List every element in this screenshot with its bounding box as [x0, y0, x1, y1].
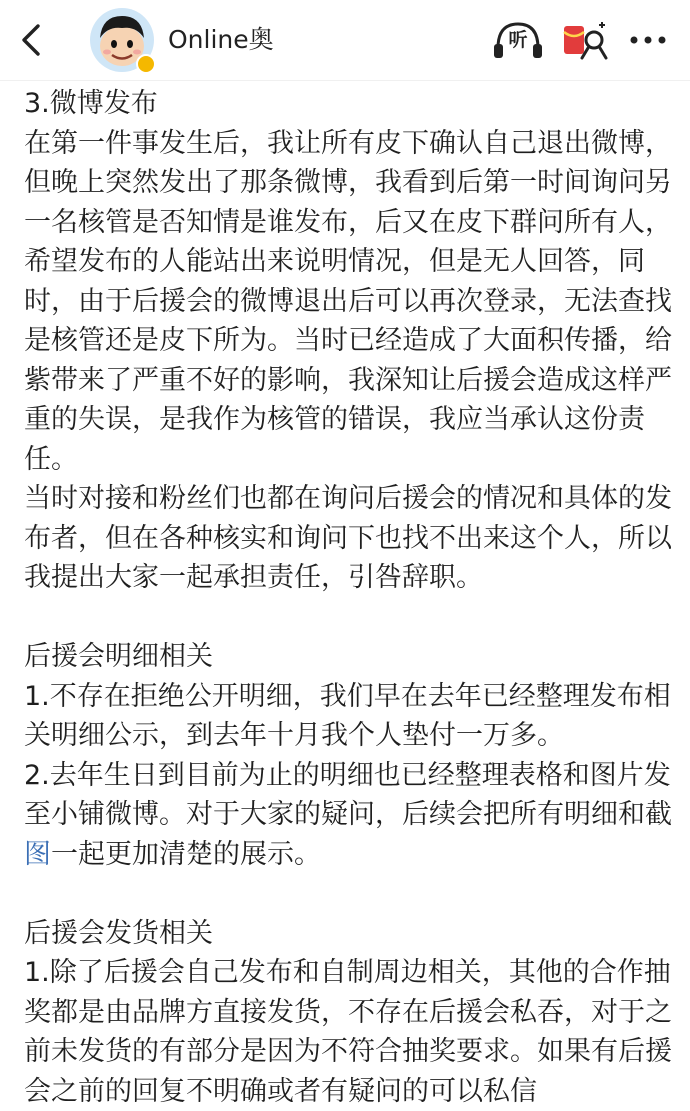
- paragraph: [24, 756, 674, 875]
- top-nav-bar: [0, 0, 690, 81]
- paragraph-text: 一起更加清楚的展示。: [51, 838, 321, 870]
- more-dots-icon: [624, 18, 672, 62]
- paragraph: 当时对接和粉丝们也都在询问后援会的情况和具体的发布者，但在各种核实和询问下也找不出来这个人，所以我提出大家一起承担责任，引咎辞职。: [24, 483, 672, 593]
- red-packet-button[interactable]: [562, 18, 610, 62]
- section-title-weibo-publish: 3.微博发布: [24, 88, 158, 119]
- image-link[interactable]: 图: [24, 838, 51, 870]
- paragraph-spacer: [24, 874, 674, 914]
- chevron-left-icon: [14, 20, 50, 60]
- more-button[interactable]: [624, 18, 672, 62]
- paragraph-text: 2.去年生日到目前为止的明细也已经整理表格和图片发至小铺微博。对于大家的疑问，后续会把所有明细和截: [24, 759, 672, 830]
- paragraph: 在第一件事发生后，我让所有皮下确认自己退出微博，但晚上突然发出了那条微博，我看到后第一时间询问另一名核管是否知情是谁发布，后又在皮下群问所有人，希望发布的人能站出来说明情况，但是无人回答，同时，由于后援会的微博退出后可以再次登录，无法查找是核管还是皮下所为。当时已经造成了大面积传播，给紫带来了严重不好的影响，我深知让后援会造成这样严重的失误，是我作为核管的错误，我应当承认这份责任。: [24, 127, 672, 475]
- avatar[interactable]: [90, 8, 154, 72]
- listen-button[interactable]: [490, 18, 546, 62]
- back-button[interactable]: [14, 20, 50, 60]
- section-title-shipping: 后援会发货相关: [24, 917, 213, 949]
- listen-label: 听: [508, 29, 528, 51]
- red-packet-icon: [562, 18, 610, 62]
- article-body: [24, 84, 674, 1111]
- paragraph: 1.不存在拒绝公开明细，我们早在去年已经整理发布相关明细公示，到去年十月我个人垫付一万多。: [24, 680, 671, 751]
- paragraph-spacer: [24, 598, 674, 638]
- verified-badge-icon: [136, 54, 156, 74]
- paragraph: 1.除了后援会自己发布和自制周边相关，其他的合作抽奖都是由品牌方直接发货，不存在后援会私吞，对于之前未发货的有部分是因为不符合抽奖要求。如果有后援会之前的回复不明确或者有疑问的可以私信: [24, 957, 672, 1107]
- username[interactable]: Online奥: [168, 25, 274, 54]
- section-title-details: 后援会明细相关: [24, 641, 213, 672]
